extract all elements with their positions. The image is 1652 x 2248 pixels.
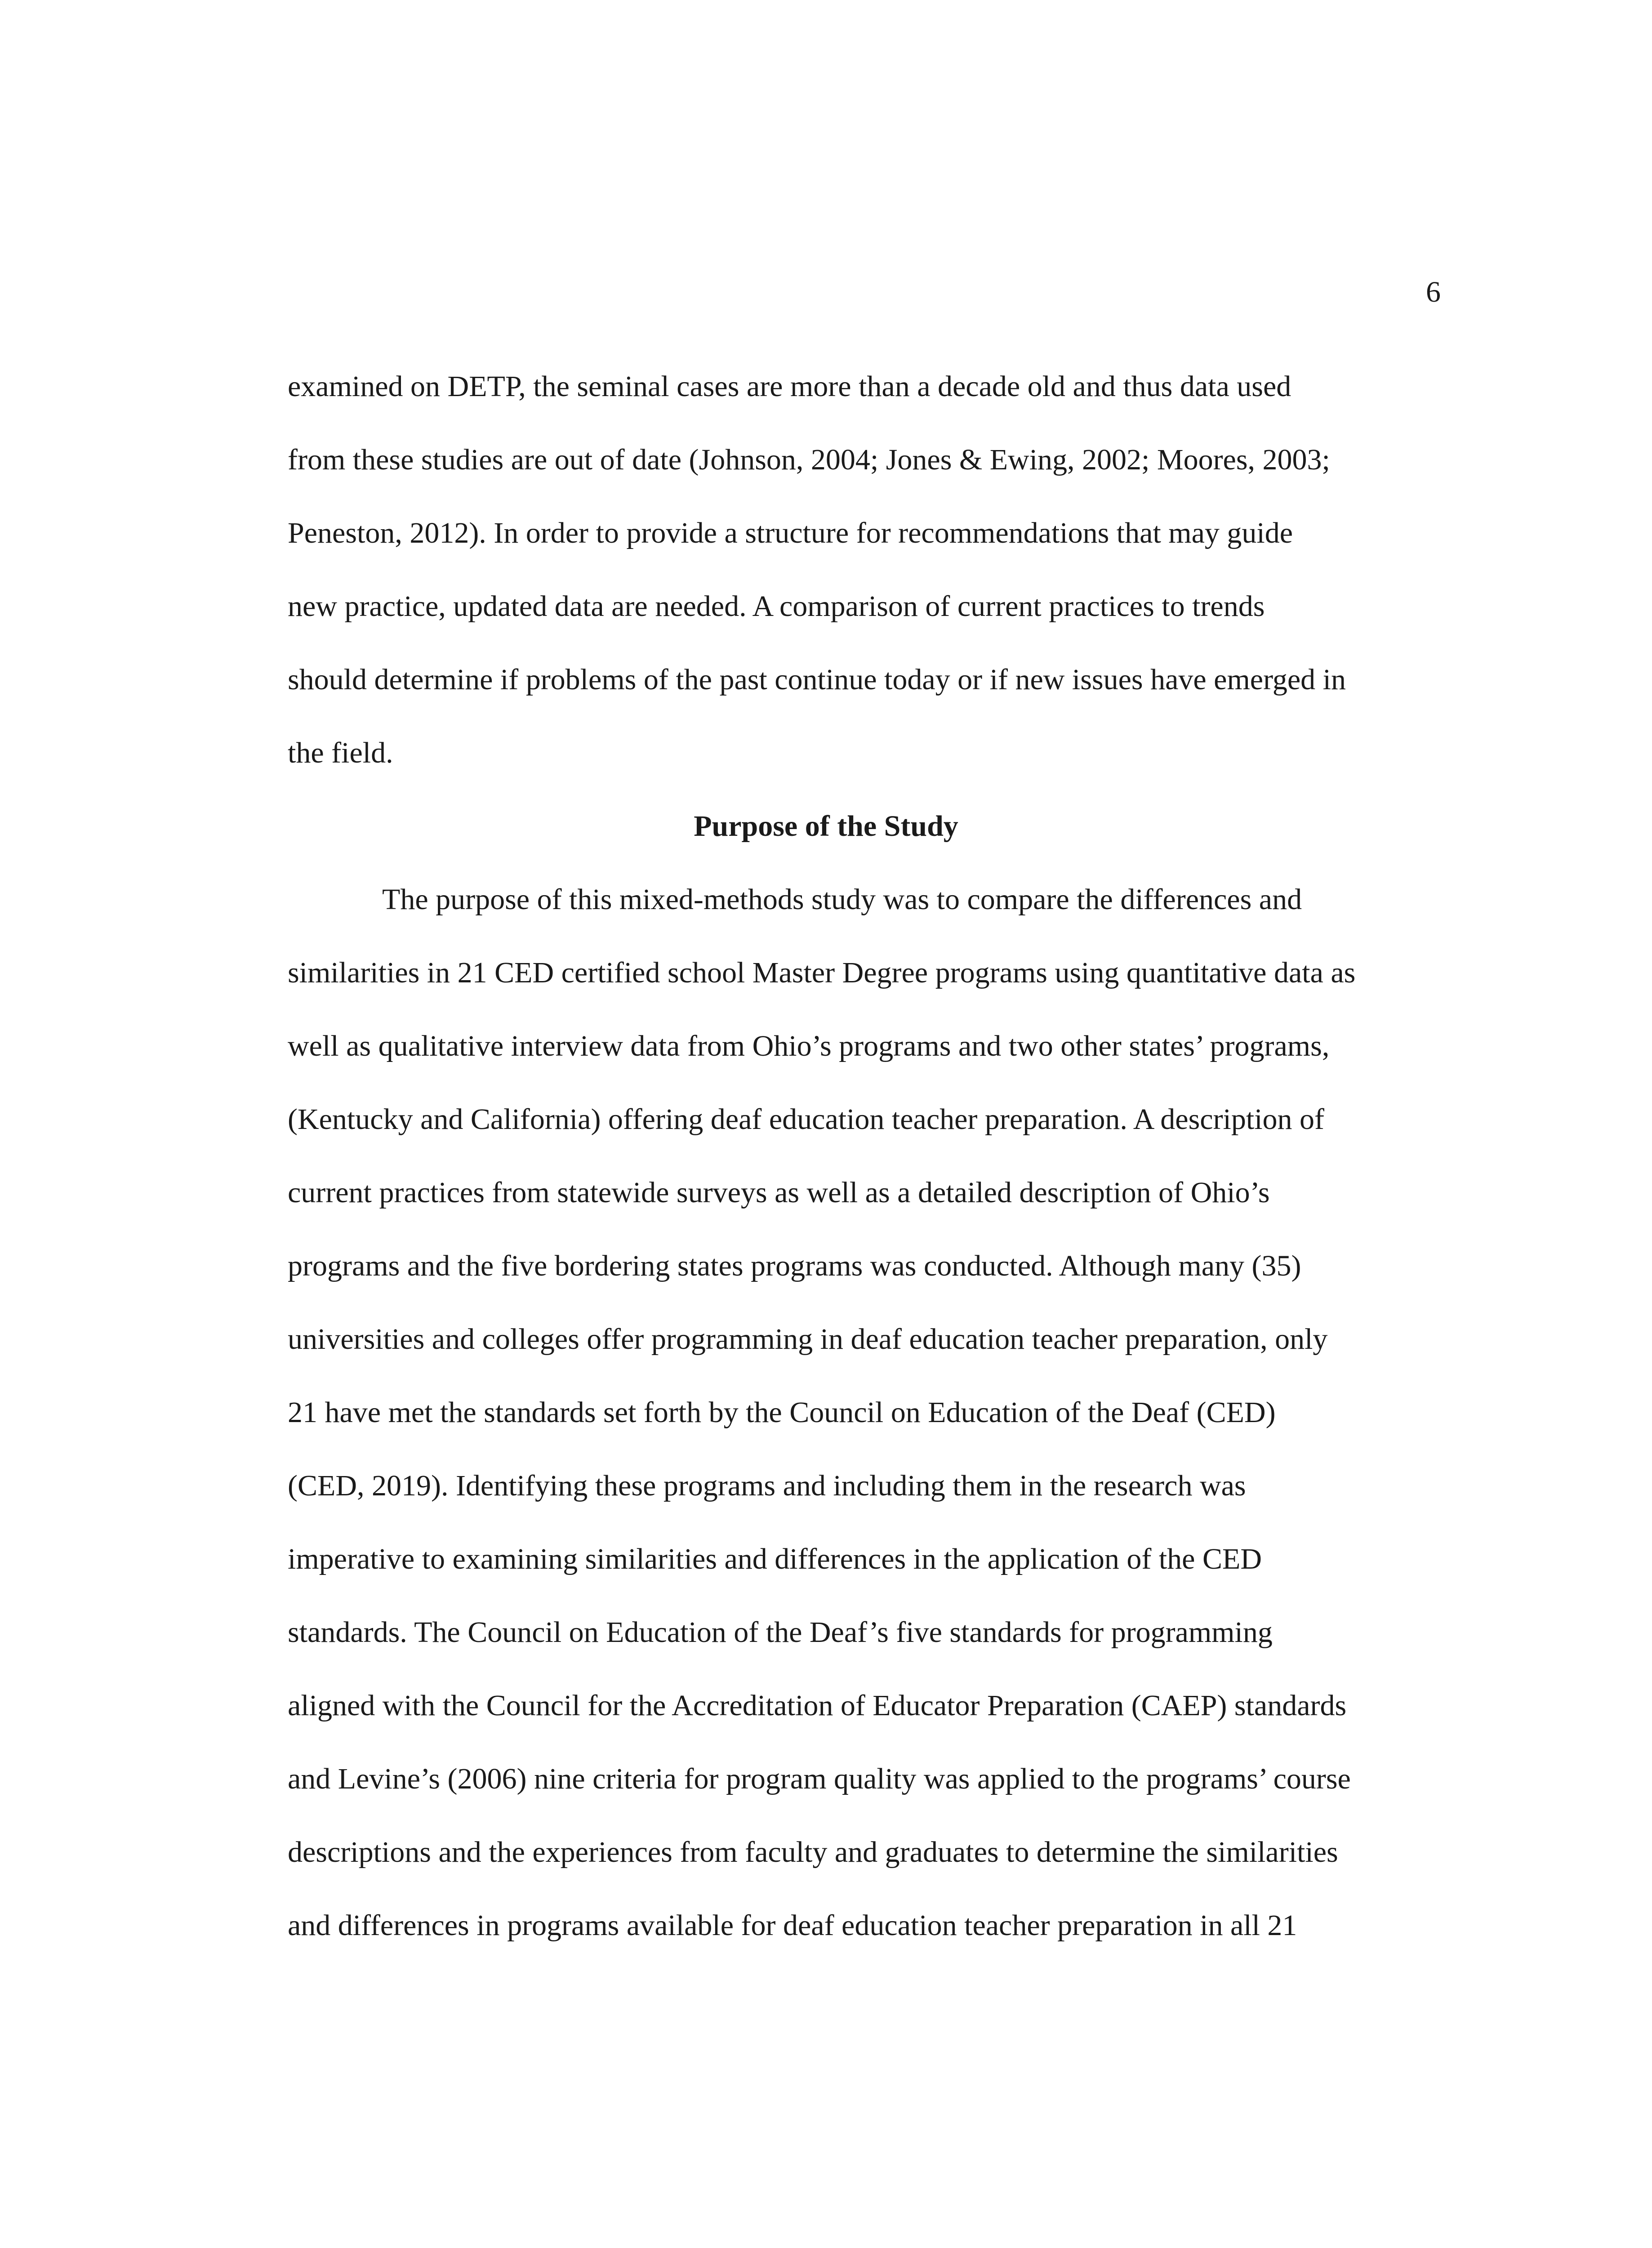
section-heading: Purpose of the Study xyxy=(694,810,958,843)
paragraph-1-line-5: should determine if problems of the past continue today or if new issues have emerged in xyxy=(288,663,1346,696)
paragraph-2-line-12: aligned with the Council for the Accreditation of Educator Preparation (CAEP) standards xyxy=(288,1689,1347,1722)
paragraph-2-line-1: The purpose of this mixed-methods study was to compare the differences and xyxy=(382,883,1302,916)
paragraph-1-line-1: examined on DETP, the seminal cases are more than a decade old and thus data used xyxy=(288,370,1291,403)
paragraph-2-line-9: (CED, 2019). Identifying these programs and including them in the research was xyxy=(288,1469,1246,1502)
paragraph-2-line-8: 21 have met the standards set forth by the Council on Education of the Deaf (CED) xyxy=(288,1396,1276,1429)
paragraph-2-line-6: programs and the five bordering states programs was conducted. Although many (35) xyxy=(288,1249,1301,1282)
paragraph-2-line-3: well as qualitative interview data from Ohio’s programs and two other states’ programs, xyxy=(288,1030,1330,1062)
page-number: 6 xyxy=(1426,276,1441,308)
paragraph-2-line-2: similarities in 21 CED certified school Master Degree programs using quantitative data as xyxy=(288,956,1356,989)
paragraph-2-line-13: and Levine’s (2006) nine criteria for program quality was applied to the programs’ course xyxy=(288,1762,1351,1795)
paragraph-1-line-3: Peneston, 2012). In order to provide a structure for recommendations that may guide xyxy=(288,517,1293,549)
paragraph-2-line-5: current practices from statewide surveys as well as a detailed description of Ohio’s xyxy=(288,1176,1270,1209)
paragraph-1-line-4: new practice, updated data are needed. A comparison of current practices to trends xyxy=(288,590,1265,623)
paragraph-2-line-15: and differences in programs available for deaf education teacher preparation in all 21 xyxy=(288,1909,1297,1942)
paragraph-2-line-7: universities and colleges offer programming in deaf education teacher preparation, only xyxy=(288,1323,1328,1356)
paragraph-2-line-4: (Kentucky and California) offering deaf education teacher preparation. A description of xyxy=(288,1103,1325,1136)
paragraph-1-line-6: the field. xyxy=(288,736,393,769)
paragraph-1-line-2: from these studies are out of date (Johnson, 2004; Jones & Ewing, 2002; Moores, 2003; xyxy=(288,443,1330,476)
paragraph-2-line-14: descriptions and the experiences from faculty and graduates to determine the similarities xyxy=(288,1836,1338,1869)
paragraph-2-line-10: imperative to examining similarities and differences in the application of the CED xyxy=(288,1543,1262,1575)
paragraph-2-line-11: standards. The Council on Education of the Deaf’s five standards for programming xyxy=(288,1616,1273,1649)
